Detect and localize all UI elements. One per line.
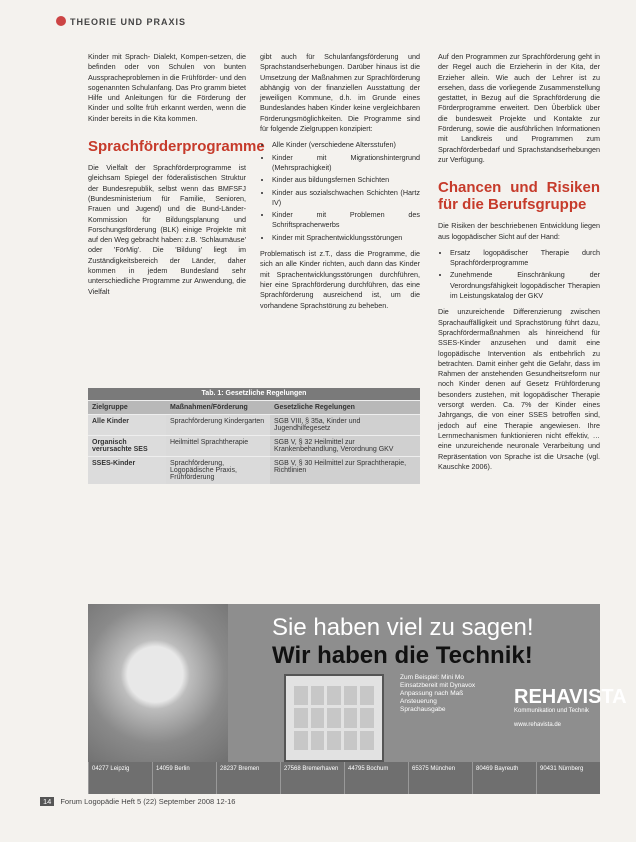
col3-paragraph-1: Auf den Programmen zur Sprachförderung geht in der Regel auch die Erzieherin in der Kita, der Erzieher allein. Wie auch der Lehrer ist zu ersehen, dass die vorliegende Zusammenstellung gestattet, in Bezug auf die Sprachförderung die Förderprogramme erweitert. Den Überblick über die bundesweit Projekte und Kontakte zur Förderung, sowie die ausführlichen Informationen mit Landkreis und Programmen zum Sprachförderbedarf und Sprachstandserhebungen zur Verfügung. xyxy=(438,52,600,164)
col3-paragraph-3: Die unzureichende Differenzierung zwischen Sprachauffälligkeit und Sprachstörung führt dazu, Sprachfördermaßnahmen als hinreichend für SSES-Kinder anzusehen und damit eine logopädische Intervention als entbehrlich zu betrachten. Damit einher geht die Gefahr, dass im Rahmen der anstehenden Gesundheitsreform nur noch Kinder denen auf Gesetz Frühförderung besonders zustehen, mit logopädischer Therapie versorgt werden. Ca. 7% der Kinder eines Jahrgangs, die von einer SSES betroffen sind, jedoch auf eine Therapie angewiesen. Ihre Lernmechanismen funktionieren nicht effektiv, … eine unzureichende neuronale Verarbeitung und Repräsentation von Sprache ist die Ursache (vgl. Kauschke 2006). xyxy=(438,307,600,471)
ad-bullet: Einsatzbereit mit Dynavox xyxy=(400,682,476,689)
header-marker-icon xyxy=(56,16,66,26)
ad-headline-2: Wir haben die Technik! xyxy=(272,642,533,669)
ad-bullet: Ansteuerung xyxy=(400,698,437,705)
column-1 xyxy=(88,52,265,297)
ad-locations-bar xyxy=(88,762,600,794)
col1-paragraph-1: Kinder mit Sprach- Dialekt, Kompen-setzen, die befinden oder von Schulen von bunten Ausspracheproblemen in die Frühförder- und den sogenannten Schulanfang. Das Pro gramm bietet Hilfe und Anleitungen für die Förderung der Kinder und sollte früh erkannt werden, wenn die Kinder bereits in die Kita kommen. xyxy=(88,52,246,123)
table-cell: SGB VIII, § 35a, Kinder und Jugendhilfegesetz xyxy=(270,415,420,435)
column-2 xyxy=(260,52,420,311)
list-item: • Kinder mit Problemen des Schriftspracherwerbs xyxy=(272,210,420,231)
list-item: • Alle Kinder (verschiedene Altersstufen) xyxy=(272,140,420,150)
child-photo xyxy=(88,604,228,764)
ad-bullets xyxy=(400,674,475,714)
advertisement[interactable] xyxy=(88,604,627,794)
table-caption: Tab. 1: Gesetzliche Regelungen xyxy=(88,388,420,400)
table-cell: SGB V, § 32 Heilmittel zur Krankenbehandlung, Verordnung GKV xyxy=(270,436,420,456)
table-header-cell: Maßnahmen/Förderung xyxy=(166,401,270,414)
table-header-cell: Gesetzliche Regelungen xyxy=(270,401,420,414)
column-3 xyxy=(438,52,600,472)
section-title: THEORIE UND PRAXIS xyxy=(70,17,187,27)
ad-bullet: Zum Beispiel: Mini Mo xyxy=(400,674,464,681)
location-item: 28237 Bremen xyxy=(216,762,280,794)
location-item: 90431 Nürnberg xyxy=(536,762,600,794)
ad-headline-1: Sie haben viel zu sagen! xyxy=(272,614,534,641)
table-cell: Alle Kinder xyxy=(88,415,166,435)
heading-sprachfoerderprogramme: Sprachförderprogramme xyxy=(88,138,265,156)
table-row xyxy=(88,414,420,435)
table-cell: Heilmittel Sprachtherapie xyxy=(166,436,270,456)
location-item: 80469 Bayreuth xyxy=(472,762,536,794)
list-item: • Kinder mit Migrationshintergrund (Mehrsprachigkeit) xyxy=(272,153,420,174)
target-group-list xyxy=(260,140,420,243)
footer-citation: Forum Logopädie Heft 5 (22) September 2008 12-16 xyxy=(60,797,236,806)
page-footer xyxy=(40,797,235,806)
list-item: • Zunehmende Einschränkung der Verordnungsfähigkeit logopädischer Therapien im Leistungskatalog der GKV xyxy=(450,270,600,301)
col2-paragraph-2: Problematisch ist z.T., dass die Programme, die sich an alle Kinder richten, auch dann das Kinder mit Sprachentwicklungsstörungen durchführen, hier eine Sprachförderung durchführen, das eine Sprachförderung ausreichend ist, um die vorhandene Sprachstörung zu beheben. xyxy=(260,249,420,310)
table-cell: SGB V, § 30 Heilmittel zur Sprachtherapie, Richtlinien xyxy=(270,457,420,484)
table-cell: Sprachförderung Kindergarten xyxy=(166,415,270,435)
communication-device-image xyxy=(284,674,384,762)
table-cell: Sprachförderung, Logopädische Praxis, Frühförderung xyxy=(166,457,270,484)
table-header-cell: Zielgruppe xyxy=(88,401,166,414)
list-item: • Kinder mit Sprachentwicklungsstörungen xyxy=(272,233,420,243)
table-row xyxy=(88,435,420,456)
list-item: • Kinder aus sozialschwachen Schichten (Hartz IV) xyxy=(272,188,420,209)
list-item: • Ersatz logopädischer Therapie durch Sprachförderprogramme xyxy=(450,248,600,269)
ad-tagline: Kommunikation und Technik xyxy=(514,708,589,714)
rehavista-logo: REHAVISTA xyxy=(514,686,627,708)
ad-url-link[interactable]: www.rehavista.de xyxy=(514,722,562,728)
device-symbol-grid xyxy=(294,686,374,750)
heading-chancen-risiken: Chancen und Risiken für die Berufsgruppe xyxy=(438,179,600,214)
table-row xyxy=(88,456,420,484)
page-header xyxy=(56,16,186,27)
location-item: 04277 Leipzig xyxy=(88,762,152,794)
list-item: • Kinder aus bildungsfernen Schichten xyxy=(272,175,420,185)
table-cell: Organisch verursachte SES xyxy=(88,436,166,456)
page-number: 14 xyxy=(40,797,54,806)
location-item: 65375 München xyxy=(408,762,472,794)
location-item: 14059 Berlin xyxy=(152,762,216,794)
location-item: 44795 Bochum xyxy=(344,762,408,794)
table-header-row xyxy=(88,400,420,414)
risk-list xyxy=(438,248,600,301)
col1-paragraph-2: Die Vielfalt der Sprachförderprogramme ist gleichsam Spiegel der föderalistischen Struktur der Bundesrepublik, selbst wenn das BMFSFJ (Bundesministerium für Familie, Senioren, Frauen und Jugend) und die Bund-Länder-Kommission für Bildungsplanung und Forschungsförderung (BLK) einige Projekte mit auf den Weg gebracht haben: z.B. 'Schlaumäuse' oder 'FörMig'. Die 'Bildung' liegt im Zuständigkeitsbereich der Länder, daher kommen in jedem Bundesland sehr unterschiedliche Programme zur Anwendung, die Vielfalt xyxy=(88,163,246,296)
col3-paragraph-2: Die Risiken der beschriebenen Entwicklung liegen aus logopädischer Sicht auf der Hand: xyxy=(438,221,600,241)
legal-table xyxy=(88,388,420,484)
location-item: 27568 Bremerhaven xyxy=(280,762,344,794)
table-cell: SSES-Kinder xyxy=(88,457,166,484)
ad-bullet: Sprachausgabe xyxy=(400,706,446,713)
col2-paragraph-1: gibt auch für Schulanfangsförderung und Sprachstandserhebungen. Darüber hinaus ist die Umsetzung der Maßnahmen zur Sprachförderung abhängig von der finanziellen Ausstattung der jeweiligen Kommune, d.h. im Grunde eines Bundeslandes haben Kinder keine vergleichbaren Förderungsmöglichkeiten. Die Programme sind für folgende Zielgruppen konzipiert: xyxy=(260,52,420,134)
ad-bullet: Anpassung nach Maß xyxy=(400,690,464,697)
